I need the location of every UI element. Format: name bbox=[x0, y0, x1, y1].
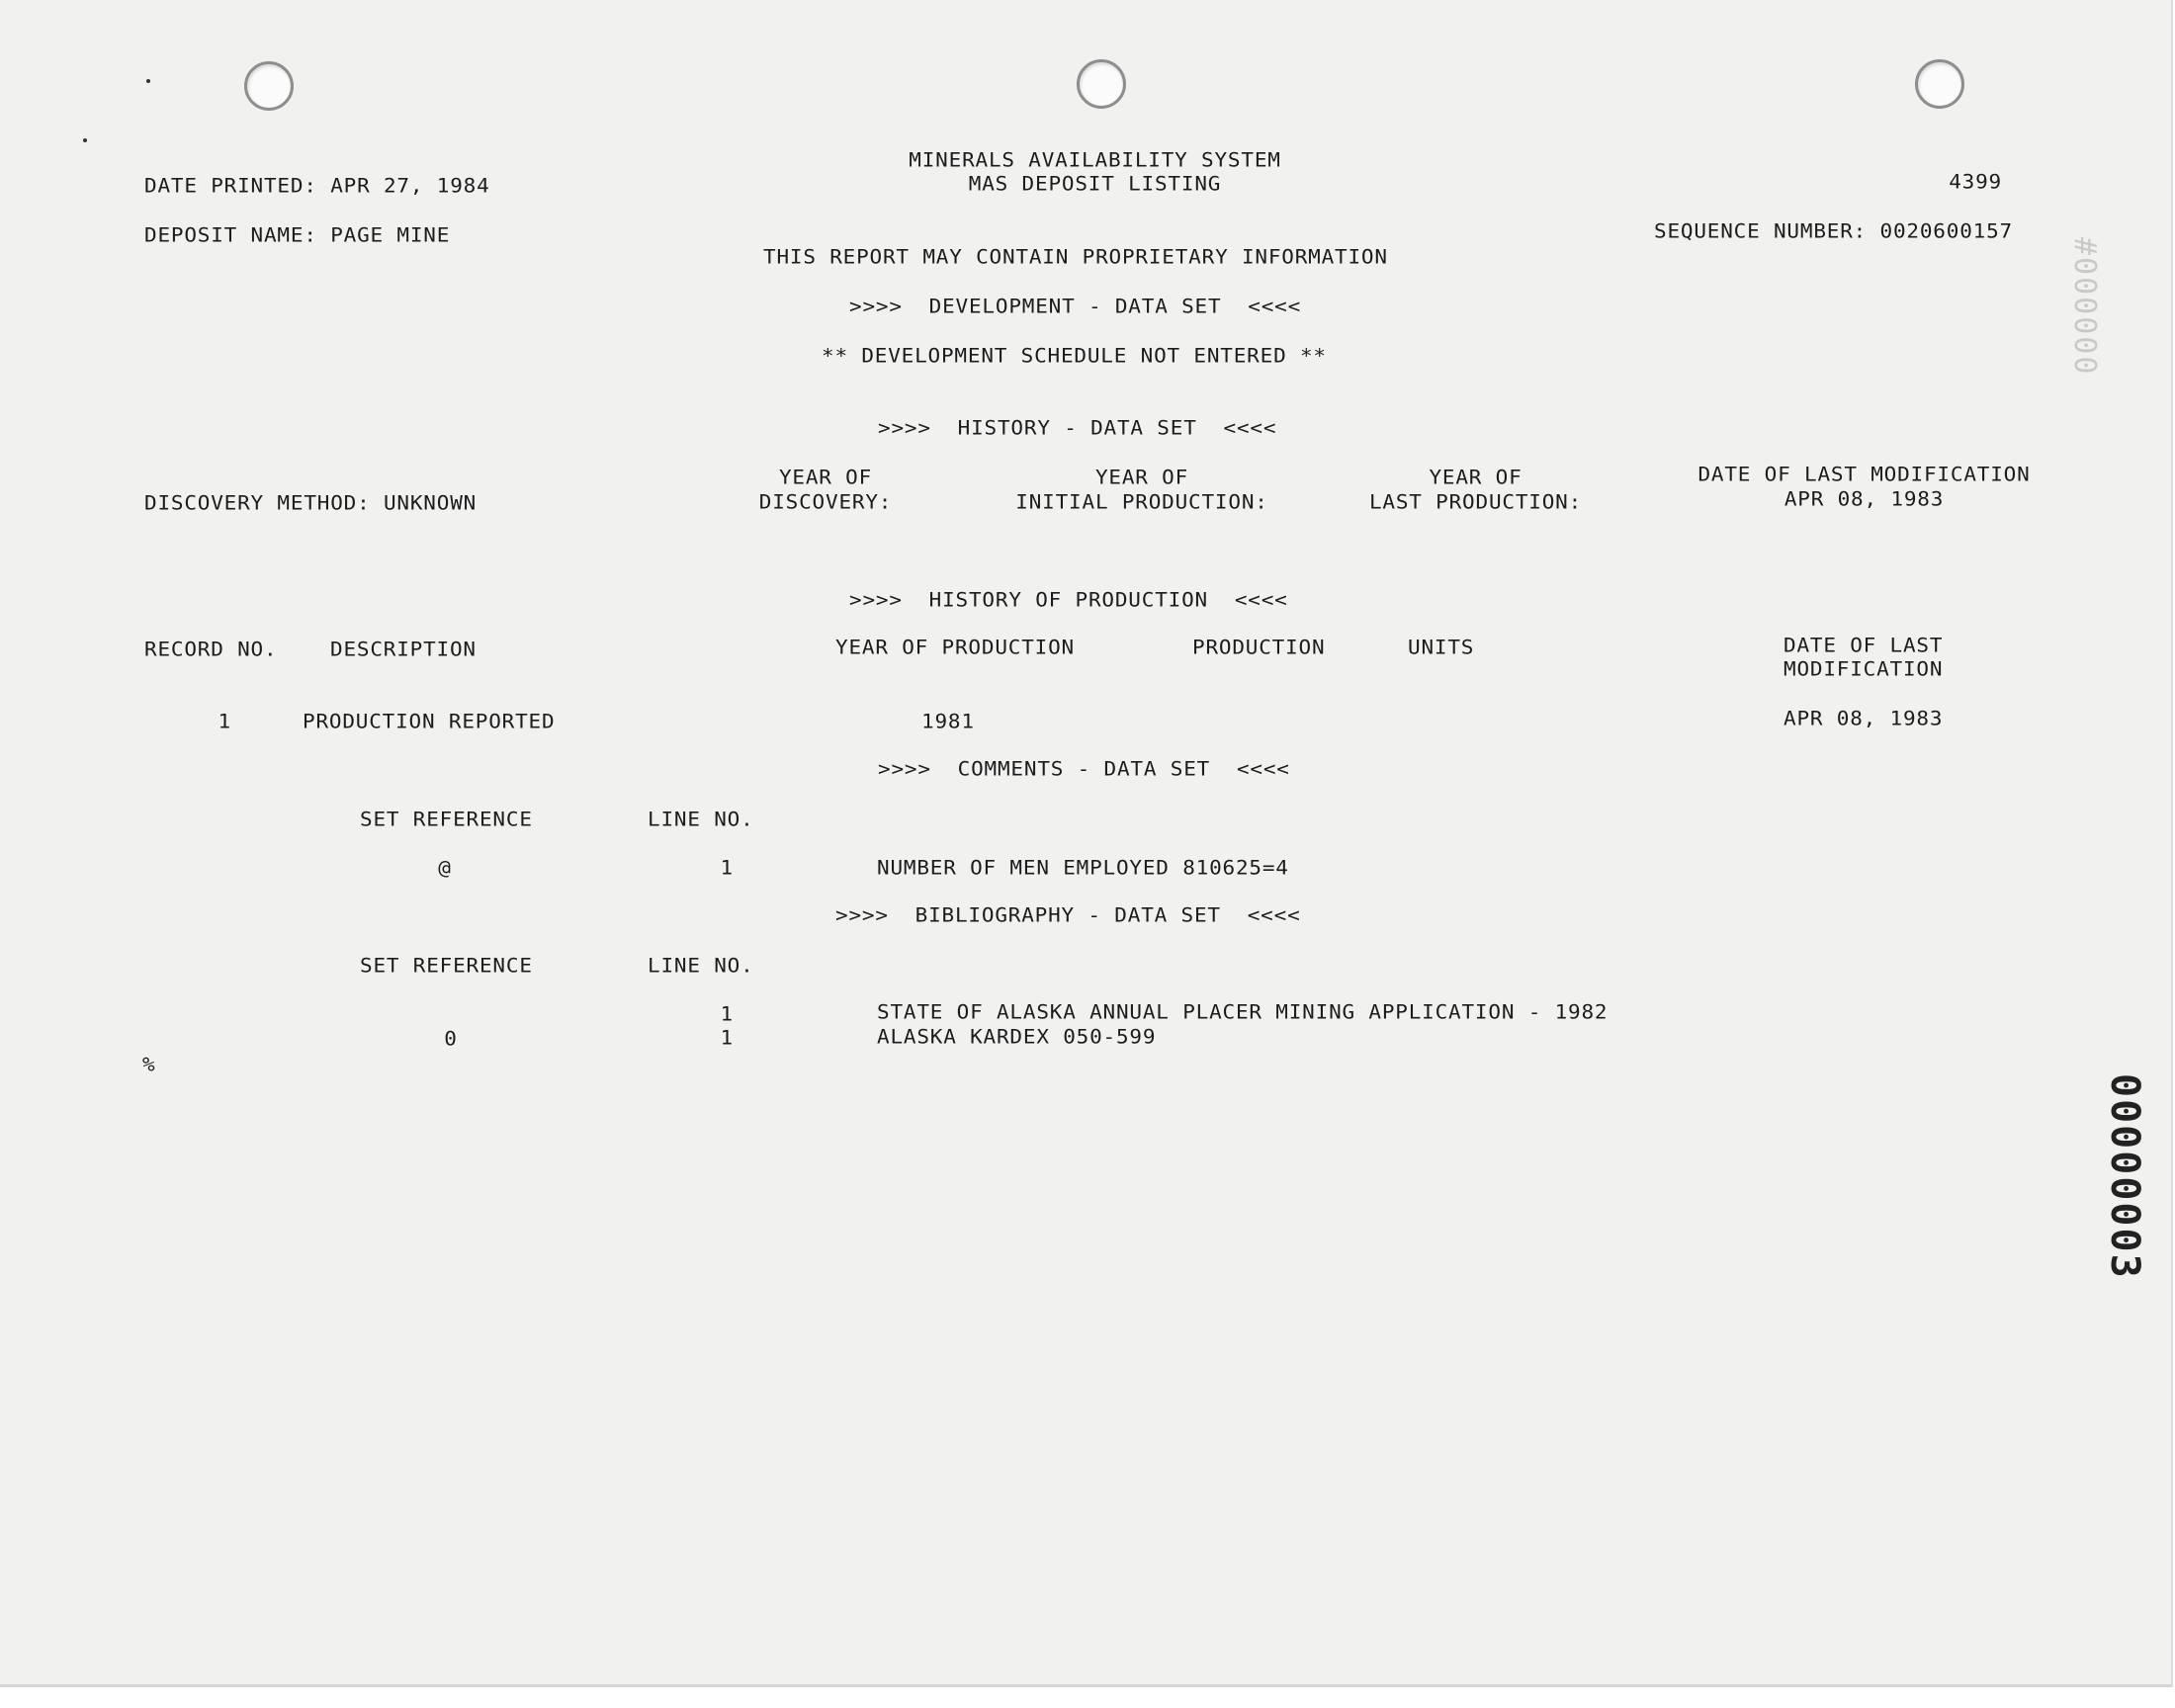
side-stamp-faint: #000000 bbox=[2067, 237, 2102, 377]
last-modification-date: APR 08, 1983 bbox=[1784, 487, 1945, 511]
production-record-no: 1 bbox=[218, 710, 231, 733]
punch-hole-right bbox=[1915, 59, 1964, 109]
speck bbox=[83, 138, 87, 142]
comment-line-no: 1 bbox=[720, 856, 734, 880]
year-last-production-label: LAST PRODUCTION: bbox=[1368, 490, 1583, 514]
date-printed: DATE PRINTED: APR 27, 1984 bbox=[144, 174, 490, 198]
year-initial-production-label: INITIAL PRODUCTION: bbox=[1015, 490, 1268, 514]
comments-heading: >>>> COMMENTS - DATA SET <<<< bbox=[878, 757, 1290, 781]
bibliography-text: ALASKA KARDEX 050-599 bbox=[877, 1025, 1157, 1049]
col-units: UNITS bbox=[1408, 636, 1475, 659]
history-heading: >>>> HISTORY - DATA SET <<<< bbox=[878, 416, 1277, 440]
side-stamp: 00000003 bbox=[2102, 1073, 2147, 1280]
col-production: PRODUCTION bbox=[1192, 636, 1326, 659]
page-number: 4399 bbox=[1949, 170, 2002, 194]
last-modification-label: DATE OF LAST MODIFICATION bbox=[1697, 463, 2031, 486]
punch-hole-center bbox=[1077, 59, 1126, 109]
bibliography-text: STATE OF ALASKA ANNUAL PLACER MINING APPLICATION - 1982 bbox=[877, 1000, 1609, 1024]
bibliography-col-set-reference: SET REFERENCE bbox=[360, 954, 533, 978]
proprietary-notice: THIS REPORT MAY CONTAIN PROPRIETARY INFORMATION bbox=[763, 245, 1388, 269]
bibliography-col-line-no: LINE NO. bbox=[648, 954, 754, 978]
year-last-production-label: YEAR OF bbox=[1429, 466, 1522, 489]
deposit-name: DEPOSIT NAME: PAGE MINE bbox=[144, 223, 451, 247]
sequence-number: SEQUENCE NUMBER: 0020600157 bbox=[1654, 219, 2013, 243]
year-discovery-label: YEAR OF bbox=[778, 466, 873, 489]
listing-title: MAS DEPOSIT LISTING bbox=[968, 172, 1222, 196]
development-heading: >>>> DEVELOPMENT - DATA SET <<<< bbox=[849, 295, 1302, 318]
bibliography-heading: >>>> BIBLIOGRAPHY - DATA SET <<<< bbox=[835, 903, 1301, 927]
speck bbox=[146, 79, 150, 83]
production-description: PRODUCTION REPORTED bbox=[303, 710, 556, 733]
comment-set-reference: @ bbox=[438, 856, 452, 880]
col-description: DESCRIPTION bbox=[330, 638, 477, 661]
production-last-modification: APR 08, 1983 bbox=[1784, 707, 1944, 730]
col-last-modification: DATE OF LAST bbox=[1784, 634, 1944, 657]
bibliography-line-no: 1 bbox=[720, 1002, 734, 1026]
system-title: MINERALS AVAILABILITY SYSTEM bbox=[909, 148, 1281, 172]
comments-col-set-reference: SET REFERENCE bbox=[360, 808, 533, 831]
col-year-of-production: YEAR OF PRODUCTION bbox=[835, 636, 1075, 659]
development-note: ** DEVELOPMENT SCHEDULE NOT ENTERED ** bbox=[822, 344, 1327, 368]
bibliography-line-no: 1 bbox=[720, 1026, 734, 1050]
comment-text: NUMBER OF MEN EMPLOYED 810625=4 bbox=[877, 856, 1289, 880]
col-record-no: RECORD NO. bbox=[144, 638, 278, 661]
col-last-modification: MODIFICATION bbox=[1784, 657, 1944, 681]
production-heading: >>>> HISTORY OF PRODUCTION <<<< bbox=[849, 588, 1288, 612]
footer-mark: % bbox=[142, 1053, 156, 1076]
punch-hole-left bbox=[244, 61, 294, 111]
year-discovery-label: DISCOVERY: bbox=[758, 490, 893, 514]
production-year: 1981 bbox=[921, 710, 975, 733]
comments-col-line-no: LINE NO. bbox=[648, 808, 754, 831]
year-initial-production-label: YEAR OF bbox=[1094, 466, 1189, 489]
bibliography-set-reference: 0 bbox=[444, 1027, 458, 1051]
discovery-method: DISCOVERY METHOD: UNKNOWN bbox=[144, 491, 478, 515]
